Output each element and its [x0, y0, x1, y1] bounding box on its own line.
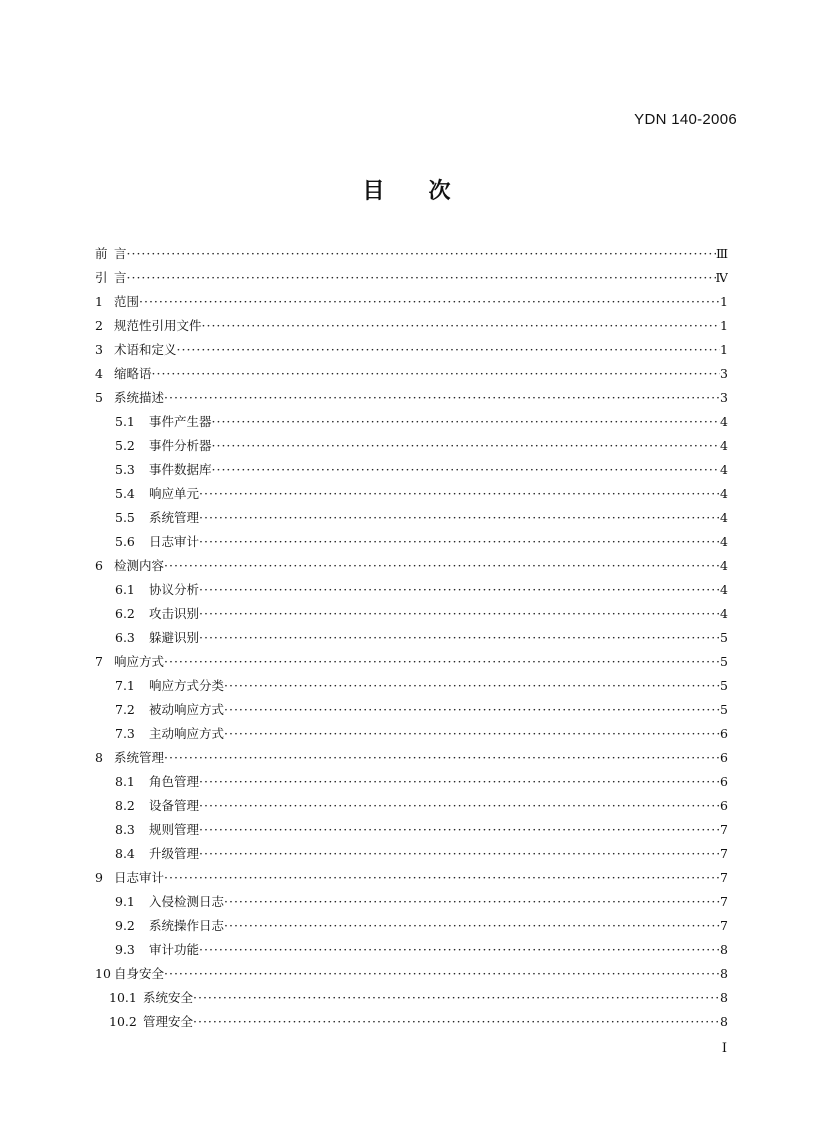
- toc-entry[interactable]: [95, 770, 728, 794]
- dot-leader: [224, 674, 720, 698]
- toc-entry-page: 6: [720, 774, 728, 789]
- toc-entry[interactable]: [95, 962, 728, 986]
- toc-entry-label: 术语和定义: [114, 342, 177, 357]
- toc-entry[interactable]: [95, 482, 728, 506]
- toc-entry-page: 7: [720, 822, 728, 837]
- title-char-1: 目: [362, 179, 385, 204]
- toc-entry-label: 入侵检测日志: [149, 894, 225, 909]
- toc-entry-label: 日志审计: [149, 534, 200, 549]
- toc-entry-label: 响应单元: [149, 486, 200, 501]
- toc-entry-page: 5: [720, 654, 728, 669]
- dot-leader: [224, 914, 720, 938]
- toc-entry[interactable]: [95, 842, 728, 866]
- toc-entry-page: 6: [720, 750, 728, 765]
- toc-entry-number: 4: [95, 366, 103, 381]
- dot-leader: [164, 386, 720, 410]
- dot-leader: [177, 338, 720, 362]
- toc-entry-number: 9.2: [115, 918, 135, 933]
- dot-leader: [193, 986, 720, 1010]
- toc-entry-label: 言: [114, 246, 127, 261]
- toc-entry-label: 事件产生器: [149, 414, 212, 429]
- toc-entry-label: 系统操作日志: [149, 918, 225, 933]
- dot-leader: [224, 722, 720, 746]
- toc-entry-label: 主动响应方式: [149, 726, 225, 741]
- toc-entry-number: 9.3: [115, 942, 135, 957]
- toc-entry[interactable]: [95, 506, 728, 530]
- toc-entry[interactable]: [95, 386, 728, 410]
- toc-entry[interactable]: [95, 578, 728, 602]
- toc-entry-number: 7: [95, 654, 103, 669]
- toc-entry-page: 7: [720, 846, 728, 861]
- toc-entry-label: 升级管理: [149, 846, 200, 861]
- table-of-contents: [95, 242, 728, 1034]
- dot-leader: [164, 554, 720, 578]
- toc-entry[interactable]: [95, 458, 728, 482]
- toc-entry[interactable]: [95, 650, 728, 674]
- toc-entry-label: 言: [114, 270, 127, 285]
- toc-entry[interactable]: [95, 530, 728, 554]
- toc-entry-page: 4: [720, 462, 728, 477]
- toc-entry[interactable]: [95, 626, 728, 650]
- toc-entry-number: 9: [95, 870, 103, 885]
- toc-entry-number: 8.3: [115, 822, 135, 837]
- toc-entry[interactable]: [95, 818, 728, 842]
- dot-leader: [199, 506, 720, 530]
- toc-entry[interactable]: [95, 938, 728, 962]
- dot-leader: [212, 434, 720, 458]
- toc-entry-label: 系统管理: [114, 750, 165, 765]
- toc-entry[interactable]: [95, 986, 728, 1010]
- dot-leader: [164, 962, 720, 986]
- dot-leader: [199, 530, 720, 554]
- toc-entry-page: 8: [720, 990, 728, 1005]
- dot-leader: [199, 794, 720, 818]
- dot-leader: [199, 626, 720, 650]
- toc-entry-label: 规则管理: [149, 822, 200, 837]
- dot-leader: [193, 1010, 720, 1034]
- toc-entry[interactable]: [95, 434, 728, 458]
- toc-entry[interactable]: [95, 794, 728, 818]
- dot-leader: [199, 938, 720, 962]
- toc-entry-label: 规范性引用文件: [114, 318, 202, 333]
- toc-entry-number: 5.3: [115, 462, 135, 477]
- toc-entry-page: 4: [720, 534, 728, 549]
- toc-entry-page: 6: [720, 798, 728, 813]
- toc-entry-page: 4: [720, 558, 728, 573]
- toc-entry-number: 8.1: [115, 774, 135, 789]
- toc-entry-page: 7: [720, 918, 728, 933]
- toc-entry-label: 范围: [114, 294, 140, 309]
- toc-entry-label: 缩略语: [114, 366, 152, 381]
- toc-entry-number: 7.1: [115, 678, 135, 693]
- dot-leader: [212, 410, 720, 434]
- toc-entry-label: 攻击识别: [149, 606, 200, 621]
- toc-entry-number: 6.3: [115, 630, 135, 645]
- toc-entry[interactable]: [95, 290, 728, 314]
- toc-entry-page: 5: [720, 702, 728, 717]
- toc-entry-label: 事件分析器: [149, 438, 212, 453]
- toc-entry[interactable]: [95, 602, 728, 626]
- toc-entry[interactable]: [95, 866, 728, 890]
- document-code: YDN 140-2006: [634, 111, 737, 128]
- toc-entry-page: Ⅳ: [715, 270, 728, 285]
- toc-entry-page: 3: [720, 390, 728, 405]
- dot-leader: [199, 770, 720, 794]
- toc-entry-page: 8: [720, 942, 728, 957]
- toc-entry-number: 8.2: [115, 798, 135, 813]
- toc-entry-label: 检测内容: [114, 558, 165, 573]
- toc-entry-page: 5: [720, 630, 728, 645]
- toc-entry-number: 10.1: [109, 990, 137, 1005]
- dot-leader: [127, 266, 716, 290]
- toc-entry-page: 6: [720, 726, 728, 741]
- toc-entry-number: 6: [95, 558, 103, 573]
- toc-entry-number: 5.2: [115, 438, 135, 453]
- toc-entry-page: 4: [720, 438, 728, 453]
- toc-entry-page: 4: [720, 486, 728, 501]
- dot-leader: [152, 362, 720, 386]
- toc-entry-number: 8: [95, 750, 103, 765]
- dot-leader: [199, 602, 720, 626]
- toc-entry[interactable]: [95, 266, 728, 290]
- dot-leader: [224, 698, 720, 722]
- toc-entry-page: 1: [720, 342, 728, 357]
- toc-entry-label: 系统描述: [114, 390, 165, 405]
- toc-entry-number: 5.4: [115, 486, 135, 501]
- toc-entry-page: 7: [720, 894, 728, 909]
- toc-entry-label: 日志审计: [114, 870, 165, 885]
- dot-leader: [127, 242, 716, 266]
- toc-entry-number: 7.3: [115, 726, 135, 741]
- dot-leader: [224, 890, 720, 914]
- dot-leader: [164, 746, 720, 770]
- toc-entry-number: 6.2: [115, 606, 135, 621]
- toc-entry-number: 3: [95, 342, 103, 357]
- toc-entry-label: 系统管理: [149, 510, 200, 525]
- toc-entry[interactable]: [95, 314, 728, 338]
- toc-entry-label: 被动响应方式: [149, 702, 225, 717]
- title-char-2: 次: [428, 179, 451, 204]
- toc-entry-page: 3: [720, 366, 728, 381]
- toc-entry[interactable]: [95, 674, 728, 698]
- toc-entry-page: 8: [720, 1014, 728, 1029]
- toc-entry[interactable]: [95, 338, 728, 362]
- toc-entry-page: Ⅲ: [715, 246, 728, 261]
- page-title: [0, 174, 813, 205]
- toc-entry[interactable]: [95, 722, 728, 746]
- toc-entry-number: 10: [95, 966, 111, 981]
- toc-entry[interactable]: [95, 410, 728, 434]
- dot-leader: [164, 866, 720, 890]
- toc-entry-page: 4: [720, 414, 728, 429]
- toc-entry[interactable]: [95, 554, 728, 578]
- toc-entry-label: 协议分析: [149, 582, 200, 597]
- toc-entry-page: 7: [720, 870, 728, 885]
- toc-entry[interactable]: [95, 890, 728, 914]
- toc-entry-number: 10.2: [109, 1014, 137, 1029]
- toc-entry-number: 5.6: [115, 534, 135, 549]
- toc-entry-label: 响应方式: [114, 654, 165, 669]
- toc-entry-label: 审计功能: [149, 942, 200, 957]
- toc-entry-number: 前: [95, 246, 108, 261]
- toc-entry-label: 事件数据库: [149, 462, 212, 477]
- toc-entry-page: 1: [720, 318, 728, 333]
- toc-entry-label: 管理安全: [143, 1014, 194, 1029]
- footer-page-number: I: [721, 1041, 727, 1056]
- toc-entry-number: 引: [95, 270, 108, 285]
- toc-entry-number: 5.5: [115, 510, 135, 525]
- toc-entry-page: 4: [720, 582, 728, 597]
- toc-entry-label: 设备管理: [149, 798, 200, 813]
- toc-entry[interactable]: [95, 1010, 728, 1034]
- dot-leader: [199, 842, 720, 866]
- toc-entry[interactable]: [95, 914, 728, 938]
- toc-entry-page: 4: [720, 510, 728, 525]
- toc-entry-number: 8.4: [115, 846, 135, 861]
- toc-entry-number: 5.1: [115, 414, 135, 429]
- toc-entry-label: 角色管理: [149, 774, 200, 789]
- dot-leader: [202, 314, 720, 338]
- toc-entry[interactable]: [95, 746, 728, 770]
- toc-entry-number: 7.2: [115, 702, 135, 717]
- dot-leader: [199, 482, 720, 506]
- dot-leader: [212, 458, 720, 482]
- toc-entry-label: 自身安全: [114, 966, 165, 981]
- toc-entry-page: 1: [720, 294, 728, 309]
- toc-entry[interactable]: [95, 242, 728, 266]
- toc-entry-page: 5: [720, 678, 728, 693]
- toc-entry-number: 2: [95, 318, 103, 333]
- dot-leader: [139, 290, 720, 314]
- dot-leader: [199, 578, 720, 602]
- toc-entry[interactable]: [95, 362, 728, 386]
- toc-entry[interactable]: [95, 698, 728, 722]
- dot-leader: [199, 818, 720, 842]
- toc-entry-page: 8: [720, 966, 728, 981]
- toc-entry-number: 1: [95, 294, 103, 309]
- dot-leader: [164, 650, 720, 674]
- toc-entry-number: 6.1: [115, 582, 135, 597]
- toc-entry-number: 5: [95, 390, 103, 405]
- toc-entry-label: 系统安全: [143, 990, 194, 1005]
- toc-entry-page: 4: [720, 606, 728, 621]
- toc-entry-label: 响应方式分类: [149, 678, 225, 693]
- toc-entry-number: 9.1: [115, 894, 135, 909]
- toc-entry-label: 躲避识别: [149, 630, 200, 645]
